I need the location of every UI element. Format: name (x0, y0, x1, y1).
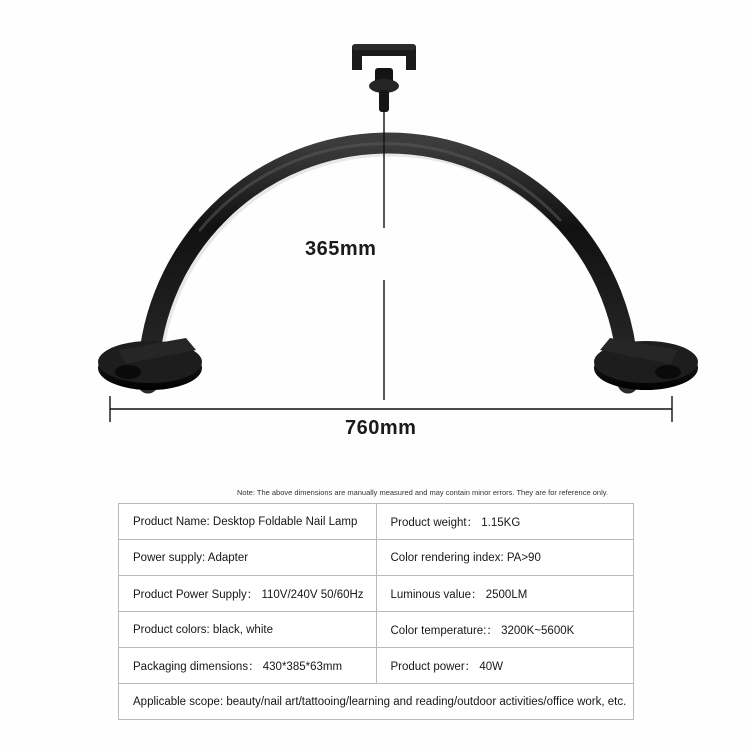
table-row (119, 648, 634, 684)
lamp-light-strip (158, 153, 622, 385)
spec-cell-color-temperature: Color temperature:： 3200K~5600K (376, 612, 634, 648)
spec-cell-cri: Color rendering index: PA>90 (376, 540, 634, 576)
lamp-left-base (98, 338, 202, 390)
spec-cell-colors: Product colors: black, white (119, 612, 377, 648)
lamp-arc-body (148, 143, 628, 383)
table-row (119, 612, 634, 648)
spec-cell-applicable-scope: Applicable scope: beauty/nail art/tattooing/learning and reading/outdoor activities/office work, etc. (119, 684, 634, 720)
specification-table (118, 503, 634, 720)
height-dimension-label: 365mm (305, 238, 377, 260)
lamp-right-base (594, 338, 698, 390)
table-row (119, 504, 634, 540)
phone-holder (352, 44, 416, 112)
table-row (119, 540, 634, 576)
width-dimension-label: 760mm (345, 417, 417, 439)
spec-cell-product-power-supply: Product Power Supply： 110V/240V 50/60Hz (119, 576, 377, 612)
spec-cell-name: Product Name: Desktop Foldable Nail Lamp (119, 504, 377, 540)
spec-cell-luminous-value: Luminous value： 2500LM (376, 576, 634, 612)
spec-cell-weight: Product weight： 1.15KG (376, 504, 634, 540)
table-row (119, 684, 634, 720)
spec-cell-packaging-dimensions: Packaging dimensions： 430*385*63mm (119, 648, 377, 684)
spec-cell-power-supply: Power supply: Adapter (119, 540, 377, 576)
measurement-note: Note: The above dimensions are manually measured and may contain minor errors. They are for reference only. (237, 488, 609, 497)
table-row (119, 576, 634, 612)
spec-cell-product-power: Product power： 40W (376, 648, 634, 684)
